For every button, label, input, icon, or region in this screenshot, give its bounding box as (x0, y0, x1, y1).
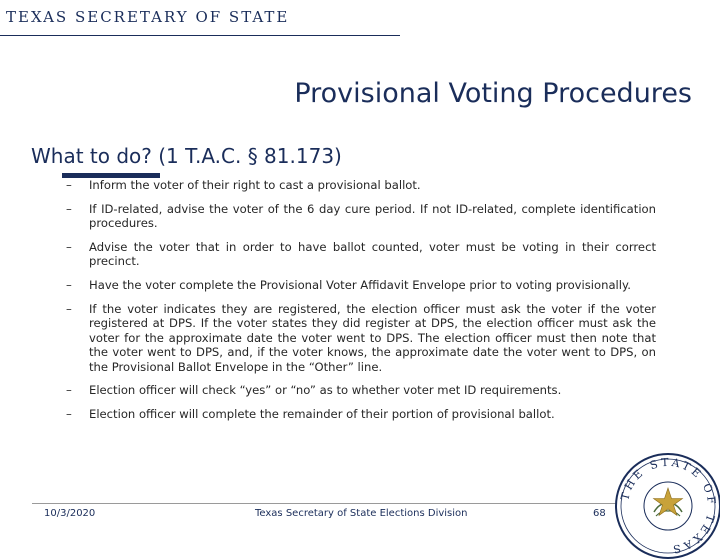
bullet-item (66, 383, 656, 397)
section-heading: What to do? (1 T.A.C. § 81.173) (31, 144, 342, 168)
bullet-dash: – (66, 407, 72, 422)
bullet-item (66, 278, 656, 292)
bullet-text: If the voter indicates they are registered, the election officer must ask the voter if the voter registered at DPS. If the voter states they did register at DPS, the election officer must ask the voter for the approximate date the voter went to DPS. The election officer must then note that the voter went to DPS, and, if the voter knows, the approximate date the voter went to DPS, on the Provisional Ballot Envelope in the “Other” line. (89, 302, 656, 374)
bullet-text: Advise the voter that in order to have ballot counted, voter must be voting in their correct precinct. (89, 240, 656, 269)
bullet-list (66, 178, 656, 431)
bullet-item (66, 302, 656, 374)
footer-rule (32, 503, 622, 504)
bullet-text: If ID-related, advise the voter of the 6 day cure period. If not ID-related, complete identification procedures. (89, 201, 656, 231)
bullet-dash: – (66, 240, 72, 254)
bullet-text: Election officer will complete the remainder of their portion of provisional ballot. (89, 407, 555, 422)
page-number: 68 (593, 508, 606, 519)
bullet-text: Inform the voter of their right to cast a provisional ballot. (89, 178, 421, 192)
header-rule (0, 35, 400, 36)
bullet-dash: – (66, 201, 72, 216)
texas-seal-icon (614, 452, 720, 560)
bullet-dash: – (66, 278, 72, 293)
header-band (0, 0, 720, 38)
bullet-text: Have the voter complete the Provisional Voter Affidavit Envelope prior to voting provisionally. (89, 278, 631, 293)
bullet-item (66, 407, 656, 421)
bullet-dash: – (66, 302, 72, 316)
svg-text:THE STATE OF TEXAS: THE STATE OF TEXAS (618, 455, 719, 557)
footer-date: 10/3/2020 (44, 508, 96, 519)
bullet-item (66, 202, 656, 231)
brand-wordmark: TEXAS SECRETARY OF STATE (6, 8, 290, 26)
bullet-item (66, 240, 656, 269)
slide-title: Provisional Voting Procedures (294, 78, 692, 109)
footer-division: Texas Secretary of State Elections Division (255, 508, 468, 519)
bullet-text: Election officer will check “yes” or “no” as to whether voter met ID requirements. (89, 383, 562, 398)
bullet-dash: – (66, 178, 72, 192)
bullet-dash: – (66, 383, 72, 398)
bullet-item (66, 178, 656, 192)
